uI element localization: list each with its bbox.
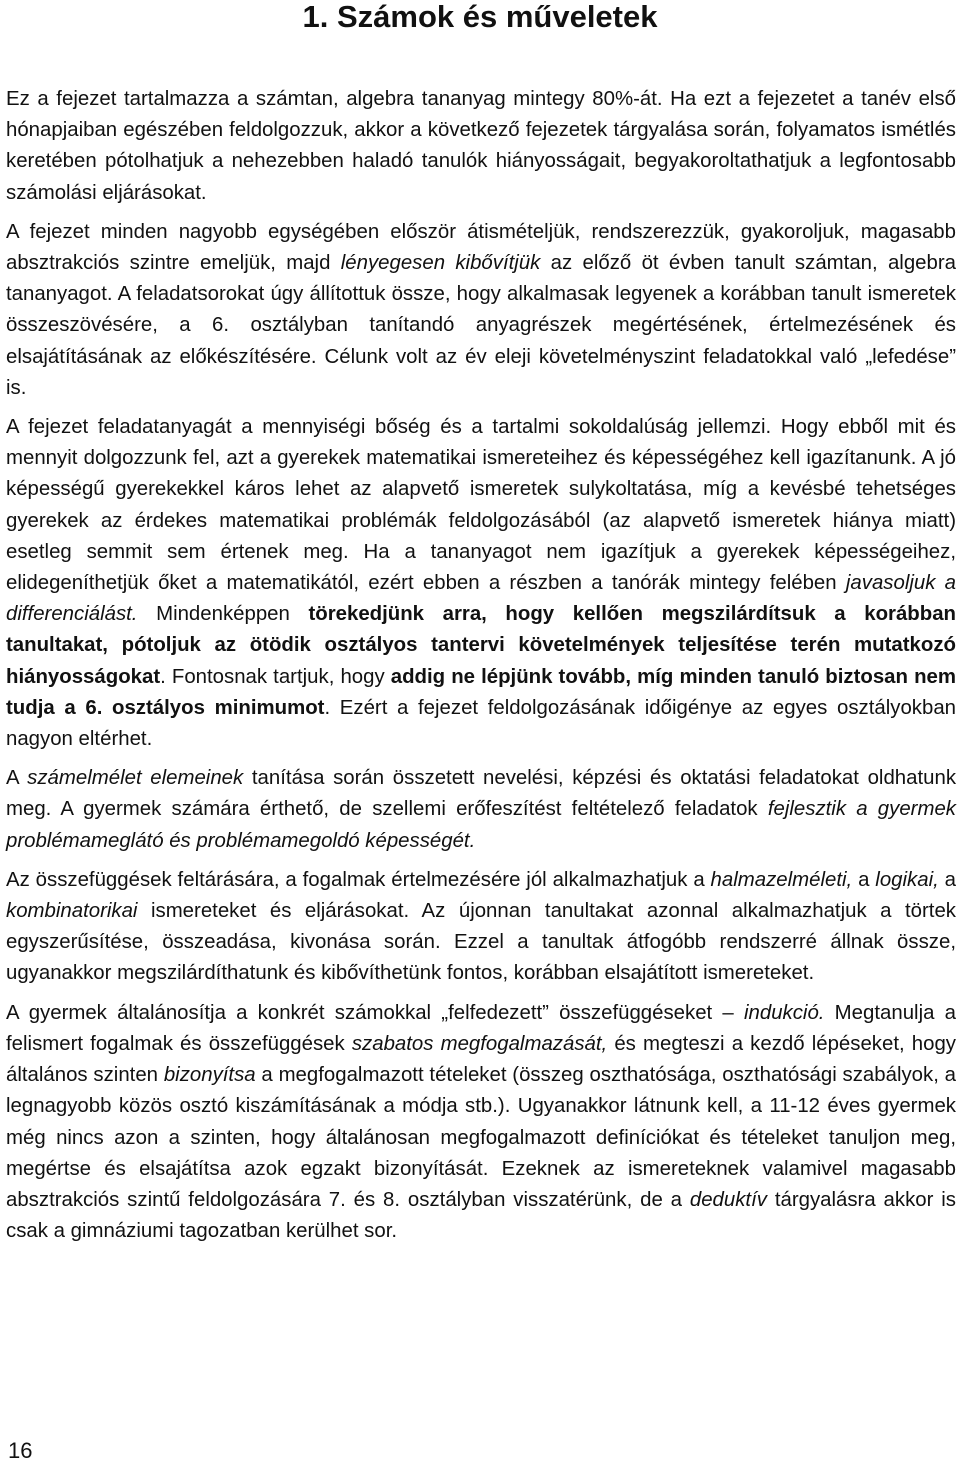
text-run: a megfogalmazott tételeket (összeg oszthatósága, oszthatósági szabályok, a legnagyobb közös osztó kiszámításának a módja stb.). Ugyanakkor látnunk kell, a 11-12 éves gyermek még nincs azon a szinten, hogy általánosan megfogalmazott definíciókat és tételeket tanuljon meg, megértse és elsajátítsa azok egzakt bizonyítását. Ezeknek az ismereteknek valamivel magasabb absztrakciós szintű feldolgozására 7. és 8. osztályban visszatérünk, de a [6,1064,956,1211]
paragraph-number-theory [6,763,956,857]
text-run: Mindenképpen [137,603,309,626]
text-run: A [6,767,28,790]
paragraph-intro [6,84,956,209]
paragraph-structure [6,217,956,404]
emphasis-text: halmazelméleti, [710,868,853,891]
body-text [6,84,956,1255]
text-run: ismereteket és eljárásokat. Az újonnan tanultakat azonnal alkalmazhatjuk a törtek egyszerűsítése, összeadása, kivonása során. Ezzel a tanultak átfogóbb rendszerré állnak össze, ugyanakkor megszilárdíthatunk és kibővíthetünk fontos, korábban elsajátított ismereteket. [6,900,956,985]
page-number: 16 [8,1438,33,1463]
text-run: és megteszi a kezdő lépéseket, hogy általános szinten [6,1032,957,1087]
text-run: A gyermek általánosítja a konkrét számokkal „felfedezett” összefüggéseket – [6,1001,744,1024]
text-run: Ez a fejezet tartalmazza a számtan, algebra tananyag mintegy 80%-át. Ha ezt a fejezetet a tanév első hónapjaiban egészében feldolgozzuk, akkor a következő fejezetek tárgyalása során, folyamatos ismétlés keretében pótolhatjuk a nehezebben haladó tanulók hiányosságait, begyakoroltathatjuk a legfontosabb számolási eljárásokat. [6,88,956,204]
text-run: . Fontosnak tartjuk, hogy [160,665,391,688]
emphasis-text: javasoljuk a differenciálást. [6,572,957,626]
text-run: tárgyalásra akkor is csak a gimnáziumi tagozatban kerülhet sor. [6,1188,956,1243]
text-run: a [852,868,876,891]
emphasis-text: fejlesztik a gyermek problémameglátó és problémamegoldó képességét. [6,798,956,852]
emphasis-text: logikai, [875,868,939,891]
text-run: A fejezet feladatanyagát a mennyiségi bőség és a tartalmi sokoldalúság jellemzi. Hogy ebből mit és mennyit dolgozzunk fel, azt a gyerekek matematikai ismereteihez és képességéhez kell igazítanunk. A jó képességű gyerekekkel káros lehet az alapvető ismeretek sulykoltatása, míg a kevésbé tehetséges gyerekek az érdekes matematikai problémák feldolgozásából (az alapvető ismeretek hiánya miatt) esetleg semmit sem értenek meg. Ha a tananyagot nem igazítjuk a gyerekek képességeihez, elidegeníthetjük őket a matematikától, ezért ebben a részben a tanórák mintegy felében [6,416,956,595]
text-run: Az összefüggések feltárására, a fogalmak értelmezésére jól alkalmazhatjuk a [6,868,711,891]
emphasis-text: számelmélet elemeinek [27,767,244,790]
emphasis-text: kombinatorikai [6,900,138,923]
text-run: az előző öt évben tanult számtan, algebra tananyagot. A feladatsorokat úgy állítottuk össze, hogy alkalmasak legyenek a korábban tanult ismeretek összeszövésére, a 6. osztályban tanítandó anyagrészek megértésének, értelmezésének és elsajátításának az előkészítésére. Célunk volt az év eleji követelményszint feladatokkal való „lefedése” is. [6,252,956,399]
text-run: a [938,868,956,891]
chapter-title: 1. Számok és műveletek [302,0,658,34]
text-run: tanítása során összetett nevelési, képzési és oktatási feladatokat oldhatunk meg. A gyermek számára érthető, de szellemi erőfeszítést feltételező feladatok [6,767,957,821]
text-run: Megtanulja a felismert fogalmak és összefüggések [6,1001,956,1055]
emphasis-text: szabatos megfogalmazását, [351,1032,608,1055]
text-run: . Ezért a fejezet feldolgozásának időigénye az egyes osztályokban nagyon eltérhet. [6,696,956,751]
bold-text: addig ne lépjünk tovább, míg minden tanuló biztosan nem tudja a 6. osztályos minimumot [6,665,956,719]
bold-text: törekedjünk arra, hogy kellően megszilárdítsuk a korábban tanultakat, pótoljuk az ötödik osztályos tantervi követelmények teljesítése terén mutatkozó hiányosságokat [6,603,957,688]
emphasis-text: deduktív [689,1188,767,1211]
paragraph-differentiation [6,412,956,755]
emphasis-text: indukció. [743,1001,825,1024]
text-run: A fejezet minden nagyobb egységében először átismételjük, rendszerezzük, gyakoroljuk, magasabb absztrakciós szintre emeljük, majd [6,220,956,275]
emphasis-text: lényegesen kibővítjük [340,252,541,275]
paragraph-connections [6,865,956,990]
emphasis-text: bizonyítsa [163,1064,256,1087]
paragraph-induction [6,998,956,1248]
